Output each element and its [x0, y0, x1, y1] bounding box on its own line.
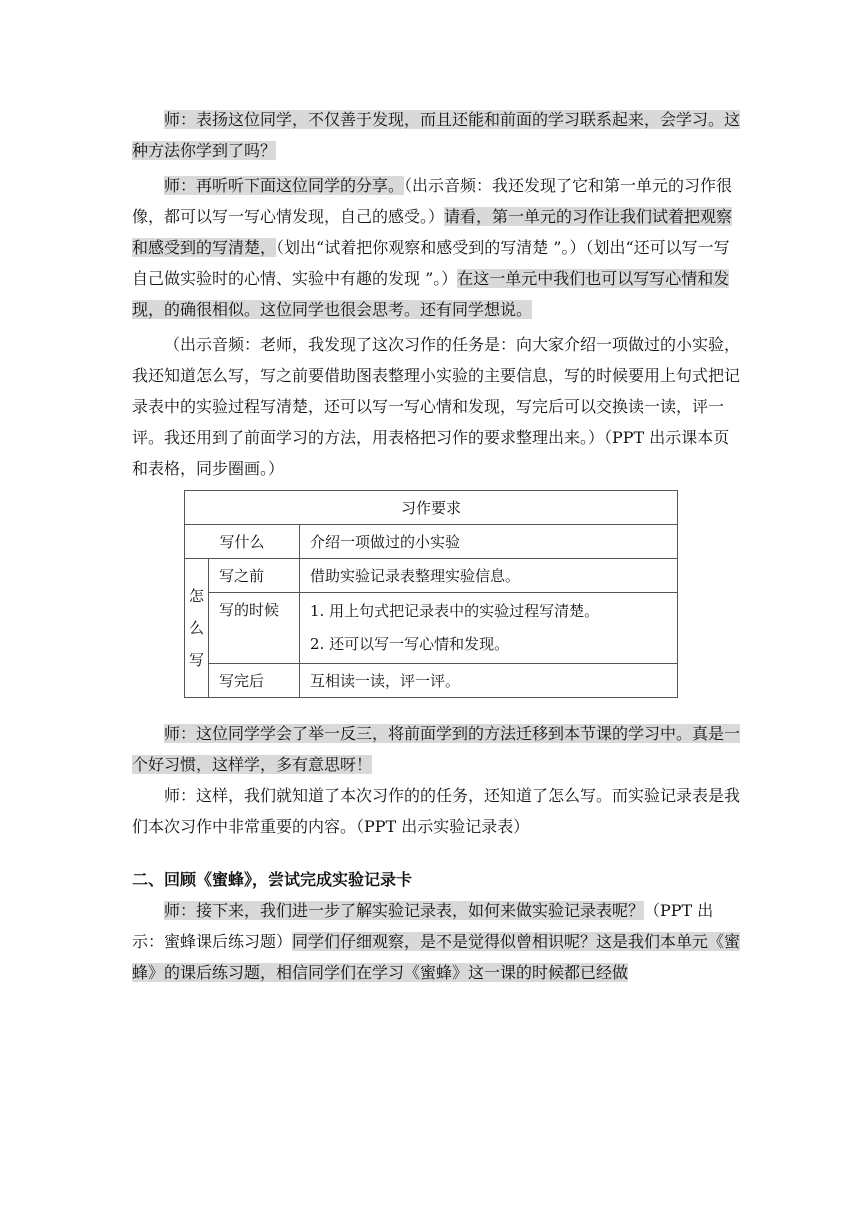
table-row [185, 559, 678, 593]
section-heading: 二、回顾《蜜蜂》，尝试完成实验记录卡 [132, 870, 413, 889]
paragraph-audio [132, 329, 742, 484]
plain-text: （出示音频：我还发现了它和第一单元的习作很像，都可以写一写心情发现，自己的感受。） [132, 176, 733, 226]
writing-requirements-table [184, 490, 678, 698]
during-value [300, 593, 678, 664]
table-title: 习作要求 [185, 491, 678, 525]
highlighted-text: 同学们仔细观察，是不是觉得似曾相识呢？这是我们本单元《蜜蜂》的课后练习题，相信同学们在学习《蜜蜂》这一课的时候都已经做 [132, 932, 741, 982]
after-value: 互相读一读，评一评。 [300, 664, 678, 698]
how-char: 怎 [189, 587, 205, 605]
during-label: 写的时候 [209, 593, 300, 664]
during-item: 2. 还可以写一写心情和发现。 [310, 635, 510, 653]
highlighted-text: 师：表扬这位同学，不仅善于发现，而且还能和前面的学习联系起来，会学习。这种方法你学到了吗？ [132, 110, 741, 160]
before-value: 借助实验记录表整理实验信息。 [300, 559, 678, 593]
plain-text: （出示音频：老师，我发现了这次习作的任务是：向大家介绍一项做过的小实验，我还知道怎么写，写之前要借助图表整理小实验的主要信息，写的时候要用上句式把记录表中的实验过程写清楚，还可以写一写心情和发现，写完后可以交换读一读，评一评。我还用到了前面学习的方法，用表格把习作的要求整理出来。）（PPT 出示课本页和表格，同步圈画。） [132, 335, 741, 478]
highlighted-text: 请看，第一单元的习作让我们试着把观察和感受到的写清楚， [132, 207, 733, 257]
paragraph-transfer [132, 718, 742, 780]
highlighted-text: 师：这位同学学会了举一反三，将前面学到的方法迁移到本节课的学习中。真是一个好习惯，这样学，多有意思呀！ [132, 724, 741, 774]
what-value: 介绍一项做过的小实验 [300, 525, 678, 559]
document-body [132, 104, 742, 988]
paragraph-bee [132, 895, 742, 988]
what-label: 写什么 [185, 525, 300, 559]
after-label: 写完后 [209, 664, 300, 698]
table-row [185, 491, 678, 525]
before-label: 写之前 [209, 559, 300, 593]
table-row [185, 525, 678, 559]
highlighted-text: 师：接下来，我们进一步了解实验记录表，如何来做实验记录表呢？ [164, 901, 645, 920]
highlighted-text: 师：再听听下面这位同学的分享。 [164, 176, 405, 195]
how-char: 写 [189, 651, 205, 669]
during-item: 1. 用上句式把记录表中的实验过程写清楚。 [310, 602, 600, 620]
highlighted-text: 在这一单元中我们也可以写写心情和发现，的确很相似。这位同学也很会思考。还有同学想说。 [132, 269, 730, 319]
paragraph-share [132, 170, 742, 325]
plain-text: （划出“试着把你观察和感受到的写清楚 ”。）（划出“还可以写一写自己做实验时的心情、实验中有趣的发现 ”。） [132, 238, 730, 288]
plain-text: 师：这样，我们就知道了本次习作的的任务，还知道了怎么写。而实验记录表是我们本次习作中非常重要的内容。 [132, 786, 741, 836]
table-row [185, 593, 678, 664]
table-row [185, 664, 678, 698]
paragraph-praise [132, 104, 742, 166]
plain-text: （PPT 出示实验记录表） [356, 817, 530, 836]
paragraph-record-table [132, 780, 742, 842]
how-char: 么 [189, 619, 205, 637]
plain-text: （PPT 出示：蜜蜂课后练习题） [132, 901, 714, 951]
how-label [185, 559, 209, 698]
